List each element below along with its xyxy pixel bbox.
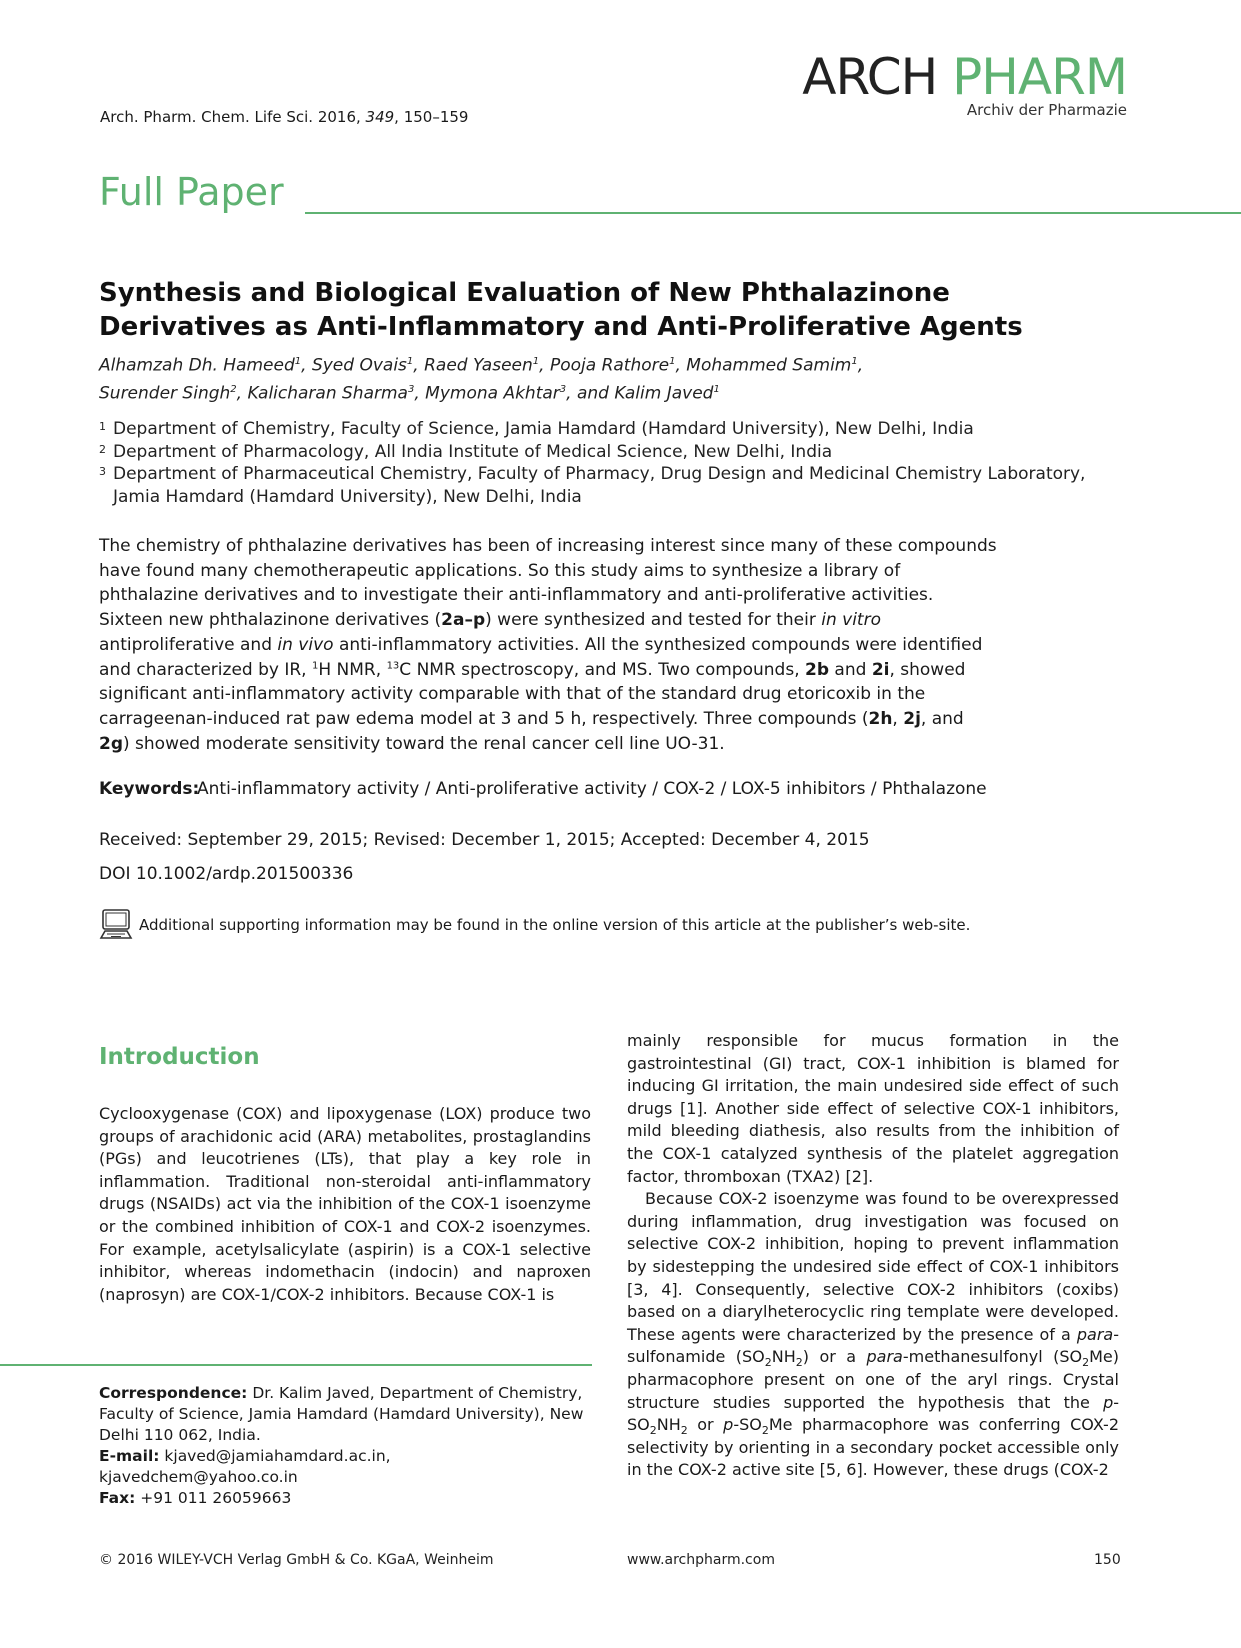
author-name: Kalicharan Sharma [247,383,408,404]
computer-icon [99,908,133,942]
correspondence-rule [0,1364,592,1366]
header-rule [305,212,1241,214]
logo-pharm: PHARM [952,48,1127,106]
author-affiliation-mark: 1 [294,356,302,367]
keywords [99,778,1029,801]
page-number: 150 [1094,1552,1121,1568]
publication-dates: Received: September 29, 2015; Revised: December 1, 2015; Accepted: December 4, 2015 [99,830,870,850]
affiliations [99,418,1099,508]
keywords-text: Anti-inflammatory activity / Anti-proliferative activity / COX-2 / LOX-5 inhibitors / Phthalazone [197,779,987,799]
article-title: Synthesis and Biological Evaluation of New Phthalazinone Derivatives as Anti-Inflammatory and Anti-Proliferative Agents [99,278,1023,342]
author-name: Syed Ovais [311,355,407,376]
logo-arch: ARCH [802,48,938,106]
author-name: Kalim Javed [614,383,714,404]
author-affiliation-mark: 1 [406,356,414,367]
author-affiliation-mark: 1 [851,356,858,367]
affiliation-1: 1 Department of Chemistry, Faculty of Science, Jamia Hamdard (Hamdard University), New Delhi, India [99,419,974,439]
keywords-label: Keywords: [99,779,200,799]
author-affiliation-mark: 2 [230,383,237,395]
abstract: The chemistry of phthalazine derivatives has been of increasing interest since many of these compounds have found many chemotherapeutic applications. So this study aims to synthesize a library of phthalazine derivatives and to investigate their anti-inflammatory and anti-proliferative activities. Sixteen new phthalazinone derivatives (2a–p) were synthesized and tested for their in vitro antiproliferative and in vivo anti-inflammatory activities. All the synthesized compounds were identified and characterized by IR, $^1$H NMR, $^{13}$C NMR spectroscopy, and MS. Two compounds, 2b and 2i, showed significant anti-inflammatory activity comparable with that of the standard drug etoricoxib in the carrageenan-induced rat paw edema model at 3 and 5 h, respectively. Three compounds (2h, 2j, and 2g) showed moderate sensitivity toward the renal cancer cell line UO-31. [99,536,997,754]
affiliation-3: 3 Department of Pharmaceutical Chemistry, Faculty of Pharmacy, Drug Design and Medicinal Chemistry Laboratory, Jamia Hamdard (Hamdard University), New Delhi, India [99,464,1086,507]
email-links[interactable]: kjaved@jamiahamdard.ac.in, kjavedchem@yahoo.co.in [99,1447,391,1486]
supporting-info-note: Additional supporting information may be found in the online version of this article at the publisher’s web-site. [99,908,1149,942]
intro-paragraph-2: Because COX-2 isoenzyme was found to be overexpressed during inflammation, drug investigation was focused on selective COX-2 inhibition, hoping to prevent inflammation by sidestepping the undesired side effect of COX-1 inhibitors [3, 4]. Consequently, selective COX-2 inhibitors (coxibs) based on a diarylheterocyclic ring template were developed. These agents were characterized by the presence of a para-sulfonamide $(SO_2NH_2)$ or a para-methanesulfonyl $(SO_2Me)$ pharmacophore present on one of the aryl rings. Crystal structure studies supported the hypothesis that the $p-SO_2NH_2$ or $p-SO_2Me$ pharmacophore was conferring COX-2 selectivity by orienting in a secondary pocket accessible only in the COX-2 active site [5, 6]. However, these drugs (COX-2 [627,1189,1119,1480]
journal-citation: Arch. Pharm. Chem. Life Sci. 2016, 349, 150–159 [100,108,469,126]
section-heading-introduction: Introduction [99,1044,260,1070]
author-name: Pooja Rathore [549,355,670,376]
intro-paragraph-1: Cyclooxygenase (COX) and lipoxygenase (LOX) produce two groups of arachidonic acid (ARA) metabolites, prostaglandins (PGs) and leucotrienes (LTs), that play a key role in inflammation. Traditional non-steroidal anti-inflammatory drugs (NSAIDs) act via the inhibition of the COX-1 isoenzyme or the combined inhibition of COX-1 and COX-2 isoenzymes. For example, acetylsalicylate (aspirin) is a COX-1 selective inhibitor, whereas indomethacin (indocin) and naproxen (naprosyn) are COX-1/COX-2 inhibitors. Because COX-1 is [99,1104,591,1304]
author-affiliation-mark: 1 [532,356,540,367]
logo-subtitle: Archiv der Pharmazie [966,101,1127,119]
author-affiliation-mark: 3 [559,383,567,395]
intro-paragraph-continued: mainly responsible for mucus formation in the gastrointestinal (GI) tract, COX-1 inhibition is blamed for inducing GI irritation, the main undesired side effect of such drugs [1]. Another side effect of selective COX-1 inhibitors, mild bleeding diathesis, also results from the inhibition of the COX-1 catalyzed synthesis of the platelet aggregation factor, thromboxan (TXA2) [2]. [627,1031,1119,1186]
author-name: Surender Singh [99,383,231,404]
author-name: Mymona Akhtar [425,383,560,404]
journal-logo [802,50,1127,119]
author-affiliation-mark: 1 [669,356,676,367]
author-name: Alhamzah Dh. Hameed [99,355,295,376]
intro-left-column [99,1103,591,1306]
author-list: Alhamzah Dh. Hameed$^1$, Syed Ovais$^1$, Raed Yaseen$^1$, Pooja Rathore$^1$, Mohammed Samim$^1$, Surender Singh$^2$, Kalicharan Sharma$^3$, Mymona Akhtar$^3$, and Kalim Javed$^1$ [99,355,864,404]
author-affiliation-mark: 1 [713,383,720,395]
intro-right-column [627,1030,1119,1482]
footer-website[interactable]: www.archpharm.com [627,1552,775,1568]
affiliation-2: 2 Department of Pharmacology, All India Institute of Medical Science, New Delhi, India [99,441,833,462]
doi[interactable]: DOI 10.1002/ardp.201500336 [99,864,354,884]
author-name: Raed Yaseen [424,355,533,376]
author-affiliation-mark: 3 [407,383,415,395]
article-type: Full Paper [99,170,284,214]
correspondence: Correspondence: Dr. Kalim Javed, Department of Chemistry, Faculty of Science, Jamia Hamdard (Hamdard University), New Delhi 110 062, India. E-mail: kjaved@jamiahamdard.ac.in, kjavedchem@yahoo.co.in Fax: +91 011 26059663 [99,1384,584,1507]
footer-copyright: © 2016 WILEY-VCH Verlag GmbH & Co. KGaA, Weinheim [99,1552,494,1568]
author-name: Mohammed Samim [686,355,852,376]
